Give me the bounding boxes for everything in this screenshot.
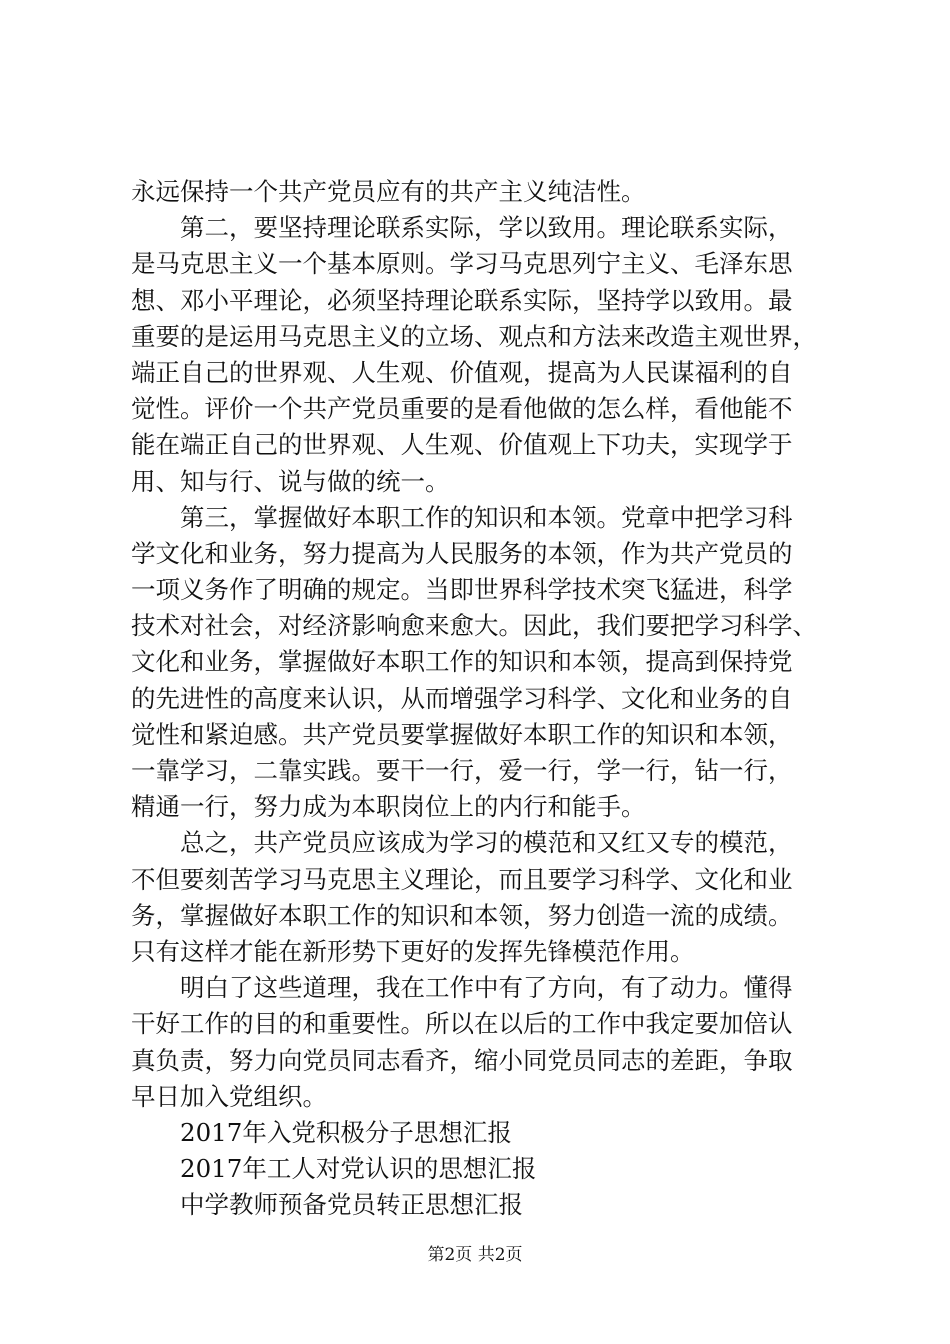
- text-line: 觉性和紧迫感。共产党员要掌握做好本职工作的知识和本领，: [131, 719, 793, 749]
- paragraph-start: 明白了这些道理，我在工作中有了方向，有了动力。懂得: [180, 973, 793, 1003]
- text-line: 是马克思主义一个基本原则。学习马克思列宁主义、毛泽东思: [131, 249, 793, 279]
- paragraph-start: 第二，要坚持理论联系实际，学以致用。理论联系实际，: [180, 213, 793, 243]
- page-number: 第2页 共2页: [427, 1245, 523, 1265]
- related-link[interactable]: 2017年入党积极分子思想汇报: [180, 1117, 512, 1147]
- text-line: 学文化和业务，努力提高为人民服务的本领，作为共产党员的: [131, 538, 793, 568]
- text-line: 用、知与行、说与做的统一。: [131, 466, 450, 496]
- text-line: 文化和业务，掌握做好本职工作的知识和本领，提高到保持党: [131, 647, 793, 677]
- text-line: 只有这样才能在新形势下更好的发挥先锋模范作用。: [131, 936, 695, 966]
- document-body: [131, 174, 831, 1223]
- text-line: 真负责，努力向党员同志看齐，缩小同党员同志的差距，争取: [131, 1045, 793, 1075]
- related-link[interactable]: 中学教师预备党员转正思想汇报: [180, 1190, 523, 1220]
- text-line: 永远保持一个共产党员应有的共产主义纯洁性。: [131, 177, 646, 206]
- text-line: 想、邓小平理论，必须坚持理论联系实际，坚持学以致用。最: [131, 285, 793, 315]
- text-line: 重要的是运用马克思主义的立场、观点和方法来改造主观世界，: [131, 321, 817, 351]
- text-line: 不但要刻苦学习马克思主义理论，而且要学习科学、文化和业: [131, 864, 793, 894]
- related-link[interactable]: 2017年工人对党认识的思想汇报: [180, 1154, 537, 1184]
- text-line: 一项义务作了明确的规定。当即世界科学技术突飞猛进，科学: [131, 575, 793, 605]
- text-line: 觉性。评价一个共产党员重要的是看他做的怎么样，看他能不: [131, 394, 793, 424]
- text-line: 的先进性的高度来认识，从而增强学习科学、文化和业务的自: [131, 683, 793, 713]
- text-line: 一靠学习，二靠实践。要干一行，爱一行，学一行，钻一行，: [131, 756, 793, 785]
- text-line: 技术对社会，对经济影响愈来愈大。因此，我们要把学习科学、: [131, 611, 817, 641]
- text-line: 精通一行，努力成为本职岗位上的内行和能手。: [131, 792, 646, 822]
- text-line: 能在端正自己的世界观、人生观、价值观上下功夫，实现学于: [131, 430, 793, 460]
- paragraph-start: 总之，共产党员应该成为学习的模范和又红又专的模范，: [180, 828, 793, 858]
- paragraph-start: 第三，掌握做好本职工作的知识和本领。党章中把学习科: [180, 502, 793, 532]
- text-line: 端正自己的世界观、人生观、价值观，提高为人民谋福利的自: [131, 357, 793, 387]
- text-line: 干好工作的目的和重要性。所以在以后的工作中我定要加倍认: [131, 1009, 793, 1039]
- text-line: 早日加入党组织。: [131, 1081, 327, 1111]
- text-line: 务，掌握做好本职工作的知识和本领，努力创造一流的成绩。: [131, 900, 793, 930]
